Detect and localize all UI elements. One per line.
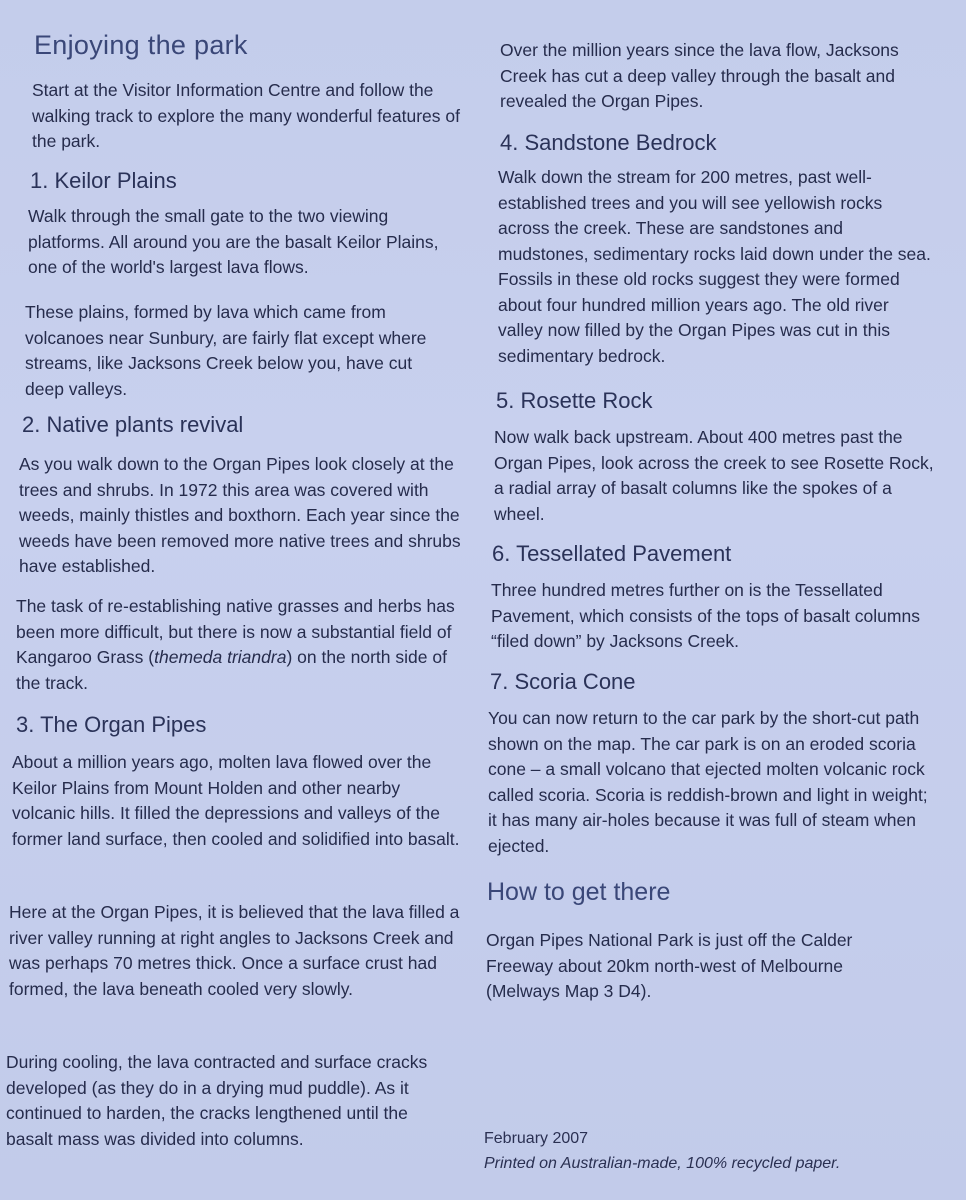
species-name: themeda triandra <box>154 647 287 667</box>
section-4-paragraph-1: Walk down the stream for 200 metres, past well-established trees and you will see yellowish rocks across the creek. These are sandstones and mudstones, sedimentary rocks laid down under the sea. Fossils in these old rocks suggest they were formed about four hundred million years ago. The old river valley now filled by the Organ Pipes was cut in this sedimentary bedrock. <box>498 167 931 366</box>
footer-note-text: Printed on Australian-made, 100% recycled paper. <box>484 1155 841 1172</box>
section-1-paragraph-1: Walk through the small gate to the two viewing platforms. All around you are the basalt Keilor Plains, one of the world's largest lava flows. <box>28 206 439 277</box>
footer-recycled-note <box>484 1151 954 1176</box>
section-6-heading: 6. Tessellated Pavement <box>492 541 732 566</box>
footer-date: February 2007 <box>484 1130 589 1147</box>
section-2-heading: 2. Native plants revival <box>22 412 244 437</box>
paragraph-text: The task of re-establishing native grasses and herbs has been more difficult, but there is now a substantial field of Kangaroo Grass ( <box>16 596 455 667</box>
section-2-paragraph-1: As you walk down to the Organ Pipes look closely at the trees and shrubs. In 1972 this area was covered with weeds, mainly thistles and boxthorn. Each year since the weeds have been removed more native trees and shrubs have established. <box>19 454 461 576</box>
section-3-paragraph-4: Over the million years since the lava flow, Jacksons Creek has cut a deep valley through the basalt and revealed the Organ Pipes. <box>500 40 899 111</box>
footer <box>484 1126 954 1176</box>
section-5-paragraph-1: Now walk back upstream. About 400 metres past the Organ Pipes, look across the creek to see Rosette Rock, a radial array of basalt columns like the spokes of a wheel. <box>494 427 934 524</box>
section-5-heading: 5. Rosette Rock <box>496 388 653 413</box>
section-6-paragraph-1: Three hundred metres further on is the Tessellated Pavement, which consists of the tops of basalt columns “filed down” by Jacksons Creek. <box>491 580 920 651</box>
page-title: Enjoying the park <box>34 30 248 60</box>
paragraph-text: ) on the north side of the track. <box>16 647 447 693</box>
directions-paragraph: Organ Pipes National Park is just off the Calder Freeway about 20km north-west of Melbourne (Melways Map 3 D4). <box>486 930 853 1001</box>
section-3-paragraph-3: During cooling, the lava contracted and surface cracks developed (as they do in a drying mud puddle). As it continued to harden, the cracks lengthened until the basalt mass was divided into columns. <box>6 1052 428 1149</box>
section-3-paragraph-2: Here at the Organ Pipes, it is believed that the lava filled a river valley running at right angles to Jacksons Creek and was perhaps 70 metres thick. Once a surface crust had formed, the lava beneath cooled very slowly. <box>9 902 460 999</box>
section-3-paragraph-1: About a million years ago, molten lava flowed over the Keilor Plains from Mount Holden and other nearby volcanic hills. It filled the depressions and valleys of the former land surface, then cooled and solidified into basalt. <box>12 752 460 849</box>
section-1-paragraph-2: These plains, formed by lava which came from volcanoes near Sunbury, are fairly flat except where streams, like Jacksons Creek below you, have cut deep valleys. <box>25 302 427 399</box>
section-4-heading: 4. Sandstone Bedrock <box>500 130 717 155</box>
section-2-paragraph-2 <box>16 594 456 696</box>
directions-heading: How to get there <box>487 878 671 906</box>
section-7-heading: 7. Scoria Cone <box>490 669 636 694</box>
section-1-heading: 1. Keilor Plains <box>30 168 177 193</box>
intro-paragraph: Start at the Visitor Information Centre and follow the walking track to explore the many wonderful features of the park. <box>32 80 460 151</box>
section-3-heading: 3. The Organ Pipes <box>16 712 207 737</box>
section-7-paragraph-1: You can now return to the car park by the short-cut path shown on the map. The car park is on an eroded scoria cone – a small volcano that ejected molten volcanic rock called scoria. Scoria is reddish-brown and light in weight; it has many air-holes because it was full of steam when ejected. <box>488 708 928 856</box>
